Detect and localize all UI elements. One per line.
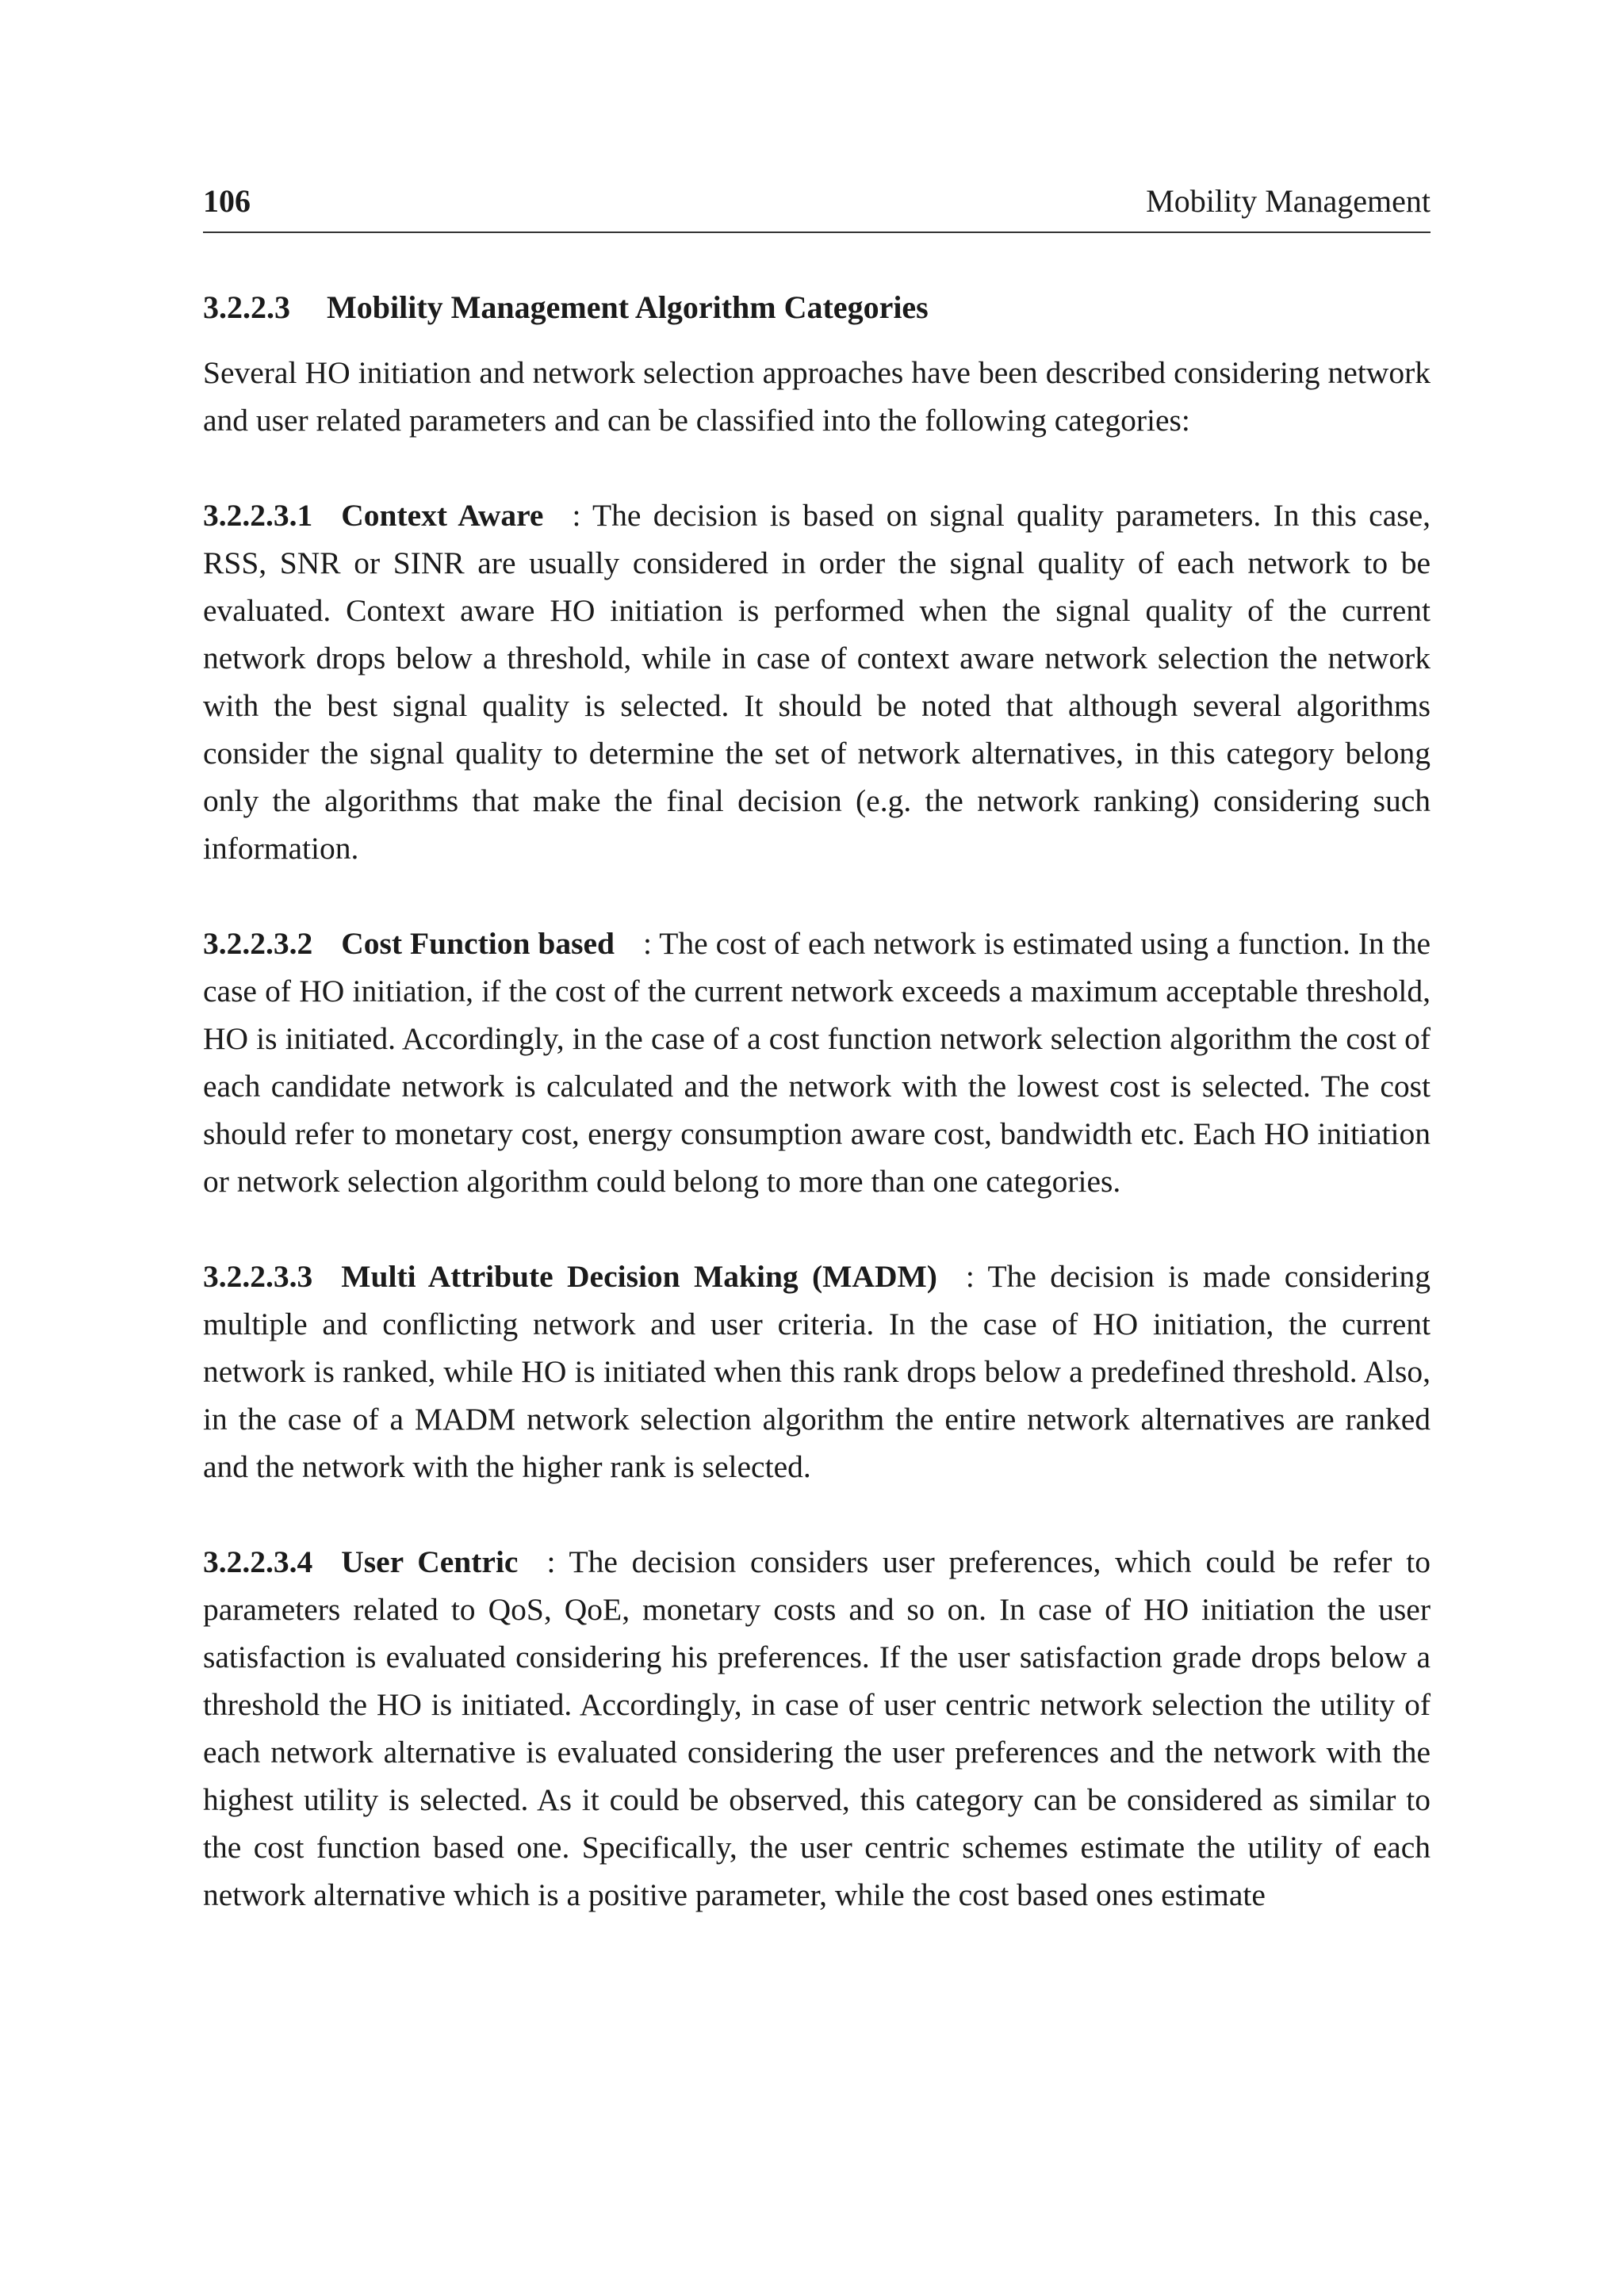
paragraph-number: 3.2.2.3.4 bbox=[203, 1544, 313, 1579]
paragraph-text: : The decision is made considering multiple and conflicting network and user criteria. In the case of HO initiation, the current network is ranked, while HO is initiated when this rank drops below a predefined threshold. Also, in the case of a MADM network selection algorithm the entire network alternatives are ranked and the network with the higher rank is selected. bbox=[203, 1259, 1431, 1484]
paragraph-number: 3.2.2.3.2 bbox=[203, 926, 313, 961]
section-heading bbox=[203, 289, 1431, 327]
paragraph-heading: Multi Attribute Decision Making (MADM) bbox=[341, 1259, 937, 1294]
paragraph-number: 3.2.2.3.1 bbox=[203, 498, 313, 533]
paragraph-number: 3.2.2.3.3 bbox=[203, 1259, 313, 1294]
paragraph-text: : The decision considers user preferences, which could be refer to parameters related to QoS, QoE, monetary costs and so on. In case of HO initiation the user satisfaction is evaluated considering his preferences. If the user satisfaction grade drops below a threshold the HO is initiated. Accordingly, in case of user centric network selection the utility of each network alternative is evaluated considering the user preferences and the network with the highest utility is selected. As it could be observed, this category can be considered as similar to the cost function based one. Specifically, the user centric schemes estimate the utility of each network alternative which is a positive parameter, while the cost based ones estimate bbox=[203, 1544, 1431, 1912]
paragraph-user-centric bbox=[203, 1538, 1431, 1919]
page-number: 106 bbox=[203, 183, 251, 219]
paragraph-madm bbox=[203, 1253, 1431, 1490]
paragraph-context-aware bbox=[203, 492, 1431, 872]
running-header bbox=[203, 182, 1431, 233]
paragraph-cost-function bbox=[203, 920, 1431, 1205]
section-title: Mobility Management Algorithm Categories bbox=[327, 289, 929, 325]
section-number: 3.2.2.3 bbox=[203, 289, 290, 325]
paragraph-heading: User Centric bbox=[341, 1544, 519, 1579]
paragraph-text: : The decision is based on signal quality parameters. In this case, RSS, SNR or SINR are usually considered in order the signal quality of each network to be evaluated. Context aware HO initiation is performed when the signal quality of the current network drops below a threshold, while in case of context aware network selection the network with the best signal quality is selected. It should be noted that although several algorithms consider the signal quality to determine the set of network alternatives, in this category belong only the algorithms that make the final decision (e.g. the network ranking) considering such information. bbox=[203, 498, 1431, 866]
paragraph-heading: Cost Function based bbox=[341, 926, 615, 961]
paragraph-heading: Context Aware bbox=[341, 498, 544, 533]
running-title: Mobility Management bbox=[1146, 183, 1431, 219]
paragraph-text: : The cost of each network is estimated using a function. In the case of HO initiation, if the cost of the current network exceeds a maximum acceptable threshold, HO is initiated. Accordingly, in the case of a cost function network selection algorithm the cost of each candidate network is calculated and the network with the lowest cost is selected. The cost should refer to monetary cost, energy consumption aware cost, bandwidth etc. Each HO initiation or network selection algorithm could belong to more than one categories. bbox=[203, 926, 1431, 1199]
section-intro: Several HO initiation and network selection approaches have been described considering network and user related parameters and can be classified into the following categories: bbox=[203, 355, 1431, 438]
document-page bbox=[203, 182, 1431, 1919]
